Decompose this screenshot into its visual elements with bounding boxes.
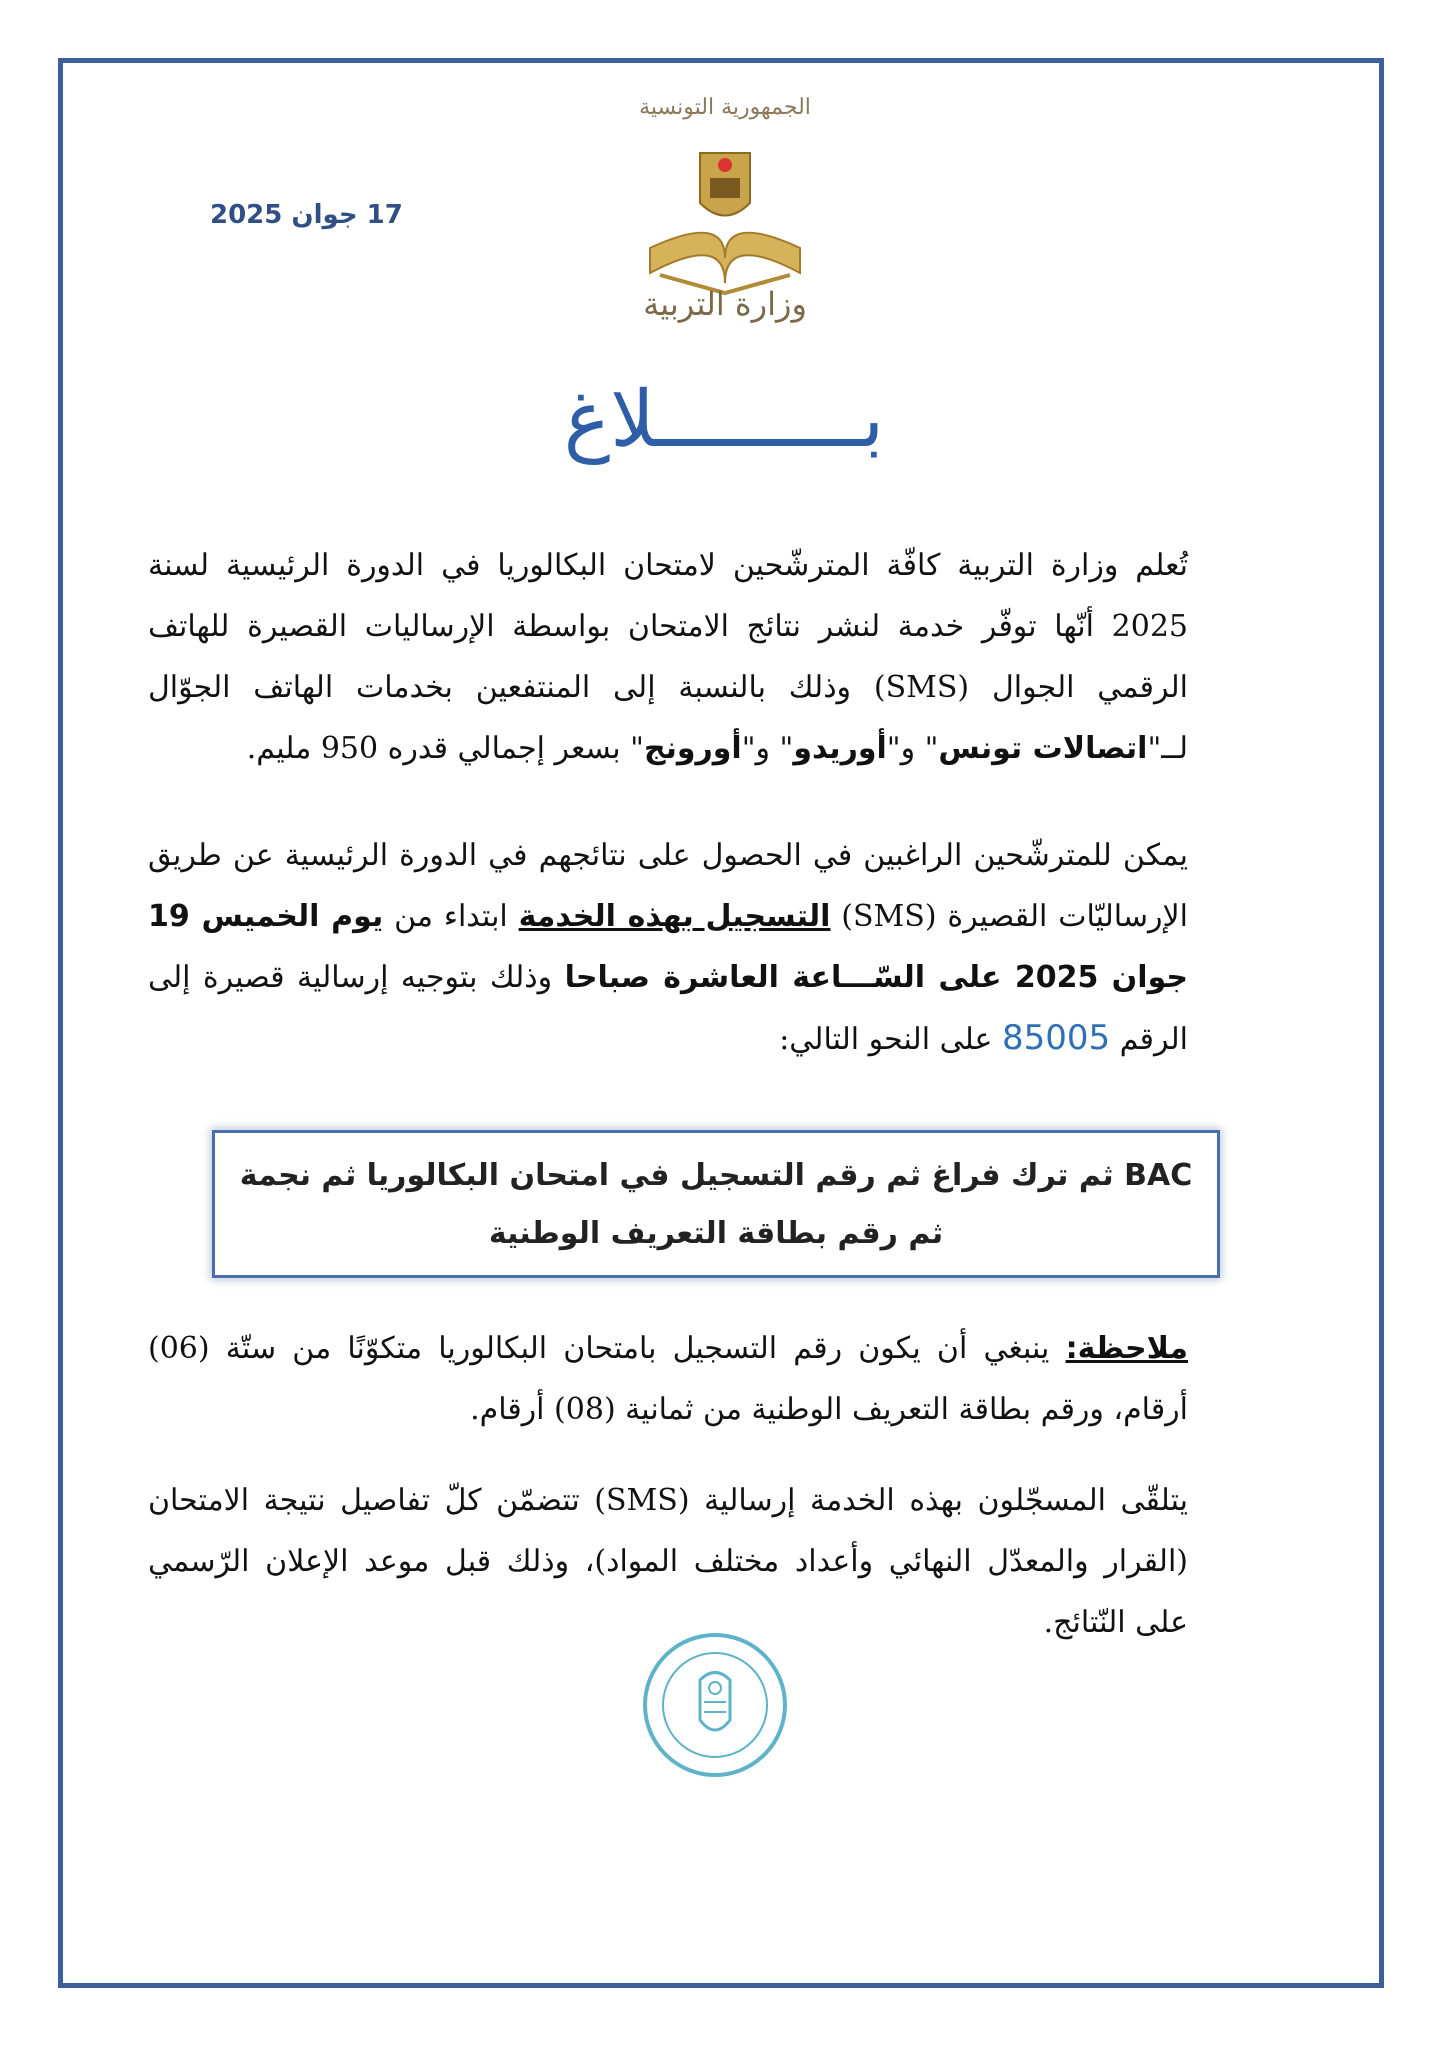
p1-text-4: " بسعر إجمالي قدره 950 مليم. [246,731,644,766]
registration-phrase: التسجيل بهذه الخدمة [518,899,831,934]
registration-date: يوم الخميس 19 جوان 2025 على السّـــاعة العاشرة صباحا [148,899,1188,995]
paragraph-service-announcement [148,535,1248,779]
note-text: ينبغي أن يكون رقم التسجيل بامتحان البكالوريا متكوّنًا من ستّة (06) أرقام، ورقم بطاقة التعريف الوطنية من ثمانية (08) أرقام. [148,1331,1188,1427]
paragraph-registration [148,825,1248,1070]
logo-ministry-text: وزارة التربية [643,285,807,323]
ministry-logo [620,95,830,335]
p2-text-1: يمكن للمترشّحين الراغبين في الحصول على نتائجهم في الدورة الرئيسية عن طريق الإرساليّات القصيرة (SMS) [148,838,1188,934]
logo-republic-text: الجمهورية التونسية [639,95,811,120]
paragraph-results-info: يتلقّى المسجّلون بهذه الخدمة إرسالية (SMS) تتضمّن كلّ تفاصيل نتيجة الامتحان (القرار والمعدّل النهائي وأعداد مختلف المواد)، وذلك قبل موعد الإعلان الرّسمي على النّتائج. [148,1483,1188,1640]
sms-number: 85005 [1001,1018,1111,1058]
document-date: 17 جوان 2025 [210,200,403,230]
sms-format-line-2: ثم رقم بطاقة التعريف الوطنية [488,1216,944,1251]
note-paragraph [148,1318,1248,1440]
operator-orange: أورونج [643,731,742,766]
operator-ooredoo: أوريدو [793,731,887,766]
p2-text-2: ابتداء من [383,899,519,934]
p1-text-2: " و" [886,731,939,766]
p1-text-3: " و" [741,731,794,766]
note-label: ملاحظة: [1065,1331,1188,1366]
page-title: بـــــــــلاغ [563,375,885,465]
official-stamp-icon [640,1630,790,1780]
p1-text-1: تُعلم وزارة التربية كافّة المترشّحين لامتحان البكالوريا في الدورة الرئيسية لسنة 2025 أنّها توفّر خدمة لنشر نتائج الامتحان بواسطة الإرساليات القصيرة للهاتف الرقمي الجوال (SMS) وذلك بالنسبة إلى المنتفعين بخدمات الهاتف الجوّال لــ" [148,548,1188,766]
sms-format-line-1: BAC ثم ترك فراغ ثم رقم التسجيل في امتحان البكالوريا ثم نجمة [239,1158,1193,1193]
p2-text-3: وذلك بتوجيه إرسالية قصيرة إلى الرقم [148,960,1188,1057]
p2-text-4: على النحو التالي: [779,1022,1002,1057]
operator-tunisie-telecom: اتصالات تونس [938,731,1148,766]
sms-format-box [212,1130,1220,1278]
